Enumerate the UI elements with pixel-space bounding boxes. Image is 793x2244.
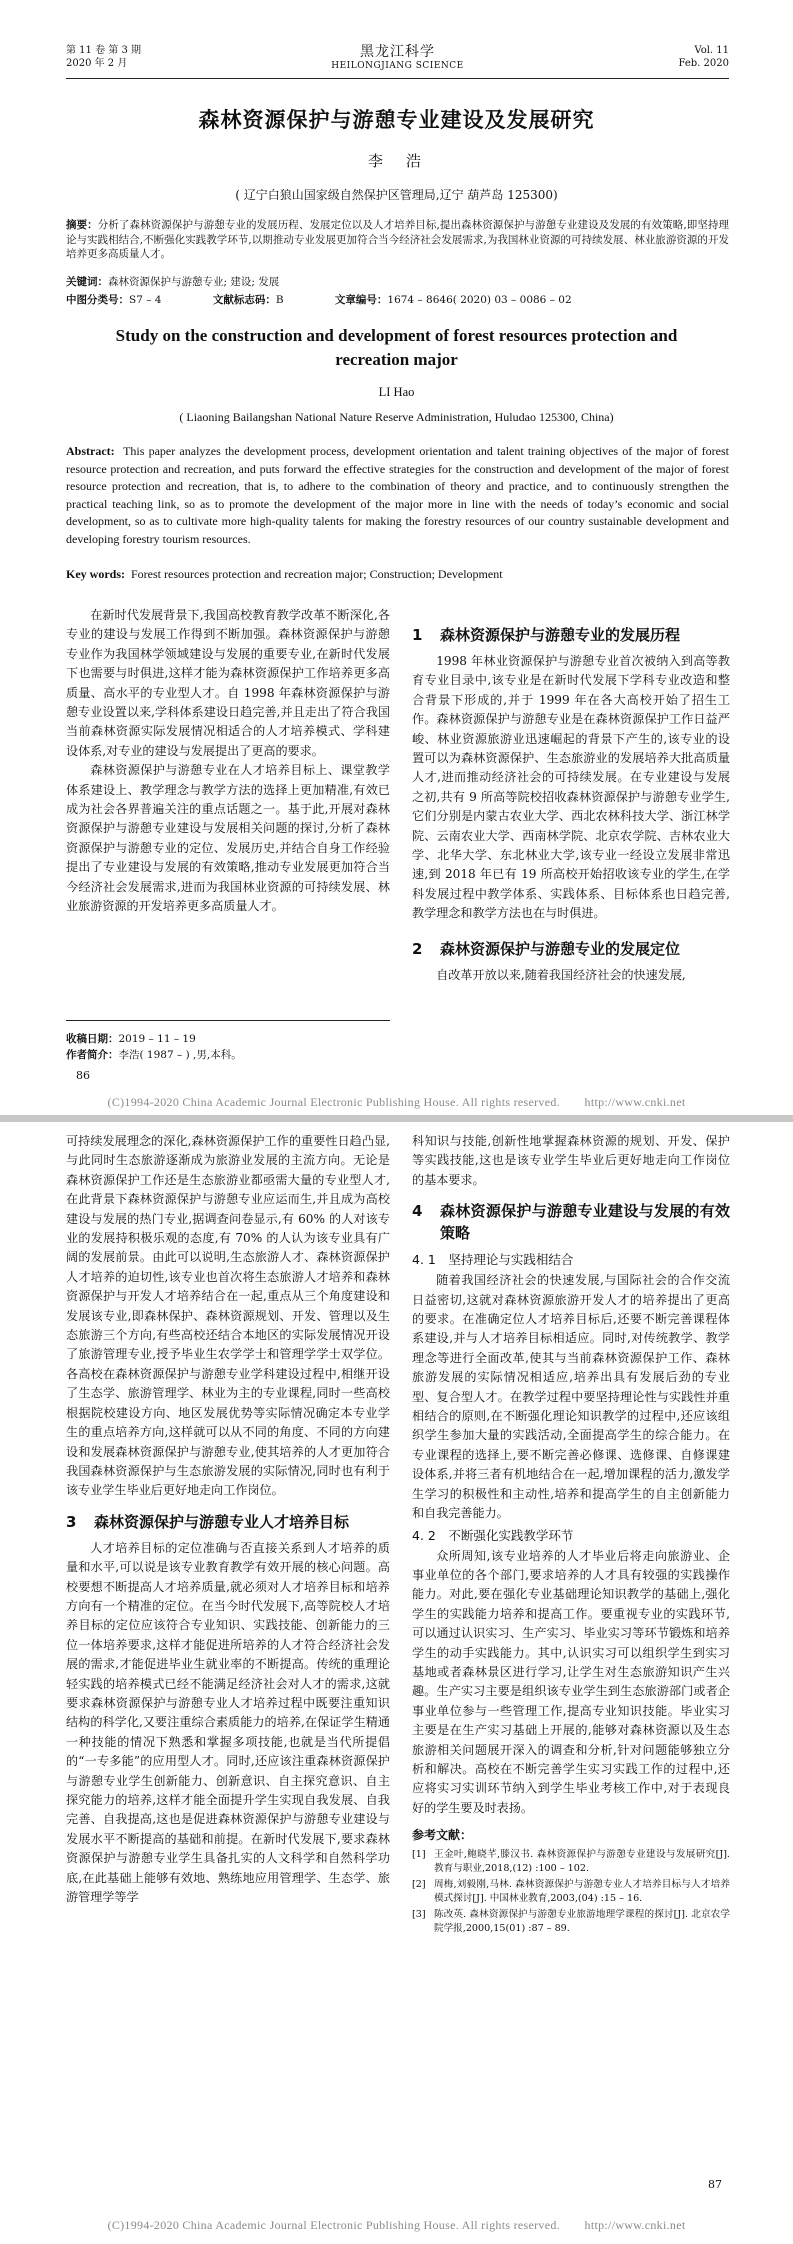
- author-affiliation-en: ( Liaoning Bailangshan National Nature Reserve Administration, Huludao 125300, China): [179, 410, 614, 424]
- classification-line: [66, 293, 729, 307]
- page-87: [0, 1122, 793, 2244]
- abstract-en-text: This paper analyzes the development process, development orientation and talent training objectives of the major of forest resource protection and recreation, and puts forward the effective strategies for the construction and development of the major of forest resource protection and recreation, that is, to adhere to the combination of theory and practice, and to continuously strengthen the practical teaching link, so as to promote the development of the major more in line with the needs of today’s economic and social development, so as to cultivate more high-quality talents for making the forestry resources of our country sustainable development and developing forestry tourism resources.: [66, 444, 730, 546]
- reference-number: [2]: [412, 1879, 426, 1891]
- journal-name-en: HEILONGJIANG SCIENCE: [331, 61, 464, 71]
- section-2-paragraph-cont: 可持续发展理念的深化,森林资源保护工作的重要性日趋凸显,与此同时生态旅游逐渐成为旅游业发展的主流方向。无论是森林资源保护工作还是生态旅游业都亟需大量的专业型人才,在此背景下森林资源保护与游憩专业应运而生,并且成为高校建设与发展的热门专业,据调查问卷显示,有 60% 的人对该专业的发展持积极乐观的态度,有 70% 的人认为该专业具有广阔的发展前景。由此可以说明,生态旅游人才、森林资源保护人才培养的迫切性,该专业也首次将生态旅游人才培养和森林资源保护与开发人才培养结合在一起,重点从三个角度建设和发展该专业,即森林保护、森林资源规划、开发、管理以及生态旅游三个方向,有些高校还结合本地区的实际发展情况开设了旅游管理专业,授予毕业生农学学士和管理学学士双学位。各高校在森林资源保护与游憩专业学科建设过程中,相继开设了生态学、旅游管理学、林业为主的专业课程,同时一些高校根据院校建设方向、地区发展优势等实际情况确定本专业学生的重点培养方向,这样就可以从不同的角度、不同的方向建设和发展森林资源保护与游憩专业,使其培养的人才更加符合我国森林资源保护与生态旅游发展的实际情况,同时也有利于该专业学生毕业后更好地走向工作岗位。: [66, 1134, 390, 1498]
- subsection-4-2-heading: 4. 2 不断强化实践教学环节: [412, 1527, 574, 1543]
- keywords-cn: [66, 275, 729, 289]
- keywords-en-label: Key words:: [66, 567, 125, 581]
- subsection-4-1-heading: 4. 1 坚持理论与实践相结合: [412, 1252, 574, 1268]
- article-number-label: 文章编号：: [334, 294, 388, 306]
- intro-paragraph-1: 在新时代发展背景下,我国高校教育教学改革不断深化,各专业的建设与发展工作得到不断加强。森林资源保护与游憩专业作为我国林学领域建设与发展的重要专业,在新时代发展下也需要与时俱进,这样才能为森林资源保护工作培养更多高质量、高水平的专业型人才。自 1998 年森林资源保护与游憩专业设置以来,学科体系建设日趋完善,并且走出了符合我国当前森林资源实际发展情况相适合的人才培养模式、学科建设体系,对专业的建设与发展提出了更高的要求。: [66, 608, 390, 758]
- author-affiliation: ( 辽宁白狼山国家级自然保护区管理局,辽宁 葫芦岛 125300): [235, 188, 558, 202]
- class-number-label: 中图分类号：: [66, 294, 129, 306]
- bio-value: 李浩( 1987 – ) ,男,本科。: [118, 1049, 242, 1061]
- header-volume-issue: 第 11 卷 第 3 期: [66, 45, 141, 56]
- column-right-p1: [412, 618, 730, 985]
- article-number-value: 1674 – 8646( 2020) 03 – 0086 – 02: [387, 294, 572, 306]
- section-2-heading: [412, 938, 730, 960]
- copyright-watermark: (C)1994-2020 China Academic Journal Electronic Publishing House. All rights reserved. http://www.cnki.net: [107, 2218, 686, 2232]
- paper-title-en: Study on the construction and development of forest resources protection and recreation major: [115, 326, 678, 369]
- reference-number: [1]: [412, 1849, 426, 1861]
- page-number: 86: [76, 1069, 90, 1082]
- abstract-en-label: Abstract:: [66, 444, 115, 458]
- copyright-watermark: (C)1994-2020 China Academic Journal Electronic Publishing House. All rights reserved. http://www.cnki.net: [107, 1095, 686, 1109]
- author-name-en: LI Hao: [378, 385, 415, 399]
- header-vol-en: [678, 44, 729, 70]
- section-3-title: 森林资源保护与游憩专业人才培养目标: [94, 1512, 350, 1531]
- section-1-paragraph: 1998 年林业资源保护与游憩专业首次被纳入到高等教育专业目录中,该专业是在新时代发展下学科专业改造和整合背景下形成的,并于 1999 年在各大高校开始了招生工作。森林资源保护与游憩专业是在森林资源保护工作日益严峻、林业资源旅游业迅速崛起的背景下产生的,该专业的设置可以为森林资源保护、生态旅游业的发展培养大批高质量人才,进而推动经济社会的可持续发展。在专业建设与发展之初,共有 9 所高等院校招收森林资源保护与游憩专业学生,它们分别是内蒙古农业大学、西北农林科技大学、浙江林学院、云南农业大学、西南林学院、北京农学院、吉林农业大学、北华大学、东北林业大学,该专业一经设立发展非常迅速,到 2018 年已有 19 所高校开始招收该专业的学生,在学科发展过程中教学体系、实践体系、目标体系也日趋完善,教学理念和教学方法也在与时俱进。: [412, 654, 730, 921]
- header-date-cn: 2020 年 2 月: [66, 58, 128, 69]
- section-1-number: 1: [412, 626, 423, 644]
- reference-text: 陈改英. 森林资源保护与游憩专业旅游地理学课程的探讨[J]. 北京农学院学报,2000,15(01) :87 – 89.: [434, 1909, 730, 1935]
- section-3-paragraph: 人才培养目标的定位准确与否直接关系到人才培养的质量和水平,可以说是该专业教育教学有效开展的核心问题。高校要想不断提高人才培养质量,就必须对人才培养目标和培养方向有一个精准的定位。在当今时代发展下,高等院校人才培养目标的定位应该符合专业知识、实践技能、创新能力的三位一体培养要求,这样才能促进所培养的人才符合经济社会发展的需求,才能促进毕业生就业率的不断提高。传统的重理论轻实践的培养模式已经不能满足经济社会对人才的需求,这就要求森林资源保护与游憩专业人才培养过程中既要注重知识结构的科学化,又要注重综合素质能力的培养,在保证学生精通一种技能的情况下熟悉和掌握多项技能,也就是当代所提倡的“一专多能”的应用型人才。同时,还应该注重森林资源保护与游憩专业学生创新能力、创新意识、自主探究意识、自主探究能力的培养,这样才能全面提升学生实现自我发展、自我完善、自我提高,这也是促进森林资源保护与游憩专业建设与发展水平不断提高的基础和前提。在新时代发展下,要求森林资源保护与游憩专业学生具备扎实的人文科学和自然科学功底,在此基础上能够有效地、熟练地应用管理学、生态学、旅游管理学等学: [66, 1540, 390, 1905]
- section-3-paragraph-cont: 科知识与技能,创新性地掌握森林资源的规划、开发、保护等实践技能,这也是该专业学生毕业后更好地走向工作岗位的基本要求。: [412, 1134, 730, 1187]
- paper-title: 森林资源保护与游憩专业建设及发展研究: [198, 107, 595, 132]
- intro-paragraph-2: 森林资源保护与游憩专业在人才培养目标上、课堂教学体系建设上、教学理念与教学方法的选择上更加精准,有效已成为社会各界普遍关注的重点话题之一。基于此,开展对森林资源保护与游憩专业建设与发展相关问题的探讨,分析了森林资源保护与游憩专业的定位、发展历史,并结合自身工作经验提出了专业建设与发展的有效策略,推动专业发展更加符合当今经济社会发展需求,进而为我国林业资源的可持续发展、林业旅游资源的开发培养更多高质量人才。: [66, 763, 390, 914]
- section-1-heading: [412, 624, 730, 646]
- footnote: [66, 1020, 390, 1063]
- keywords-en: [66, 566, 729, 582]
- header-date-en: Feb. 2020: [678, 58, 729, 69]
- reference-number: [3]: [412, 1909, 426, 1921]
- keywords-text: 森林资源保护与游憩专业; 建设; 发展: [108, 276, 280, 288]
- section-2-paragraph-start: 自改革开放以来,随着我国经济社会的快速发展,: [436, 967, 686, 982]
- column-left-p1: [66, 606, 390, 917]
- reference-text: 周梅,刘毅刚,马林. 森林资源保护与游憩专业人才培养目标与人才培养模式探讨[J]. 中国林业教育,2003,(04) :15 – 16.: [434, 1879, 730, 1905]
- abstract-cn: [66, 218, 729, 262]
- keywords-label: 关键词：: [66, 276, 108, 288]
- section-3-number: 3: [66, 1512, 77, 1531]
- page-number: 87: [708, 2178, 722, 2191]
- class-number: [66, 294, 185, 306]
- document-code: [213, 294, 308, 306]
- reference-text: 王金叶,鲍晓芊,滕汉书. 森林资源保护与游憩专业建设与发展研究[J]. 教育与职业,2018,(12) :100 – 102.: [434, 1849, 730, 1875]
- received-value: 2019 – 11 – 19: [118, 1033, 196, 1045]
- references-title: 参考文献：: [412, 1828, 473, 1843]
- reference-item: [412, 1878, 730, 1906]
- section-4-number: 4: [412, 1202, 423, 1221]
- journal-name-cn: 黑龙江科学: [360, 44, 435, 60]
- document-code-label: 文献标志码：: [212, 294, 276, 306]
- header-journal: [66, 44, 729, 72]
- section-2-title: 森林资源保护与游憩专业的发展定位: [440, 939, 681, 958]
- section-4-heading: [412, 1200, 730, 1244]
- subsection-4-2-paragraph: 众所周知,该专业培养的人才毕业后将走向旅游业、企事业单位的各个部门,要求培养的人才具有较强的实践操作能力。对此,要在强化专业基础理论知识教学的基础上,强化学生的实践能力培养和提高工作。要重视专业的实践环节,可以通过认识实习、生产实习、毕业实习等环节锻炼和培养学生的动手实践能力。其中,认识实习可以组织学生到实习基地或者森林景区进行学习,让学生对生态旅游知识产生兴趣。生产实习主要是组织该专业学生到生态旅游部门或者企事业单位参与一些管理工作,提高专业知识技能。毕业实习主要是在生产实习基础上开展的,能够对森林资源以及生态旅游相关问题展开深入的调查和分析,针对问题能够独立分析和解决。高校在不断完善学生实习实践工作的过程中,还应将实习实训环节纳入到学生毕业考核工作中,对于表现良好的学生要及时表扬。: [412, 1548, 730, 1815]
- page-86: [0, 0, 793, 1115]
- section-2-number: 2: [412, 939, 423, 958]
- section-4-title: 森林资源保护与游憩专业建设与发展的有效策略: [440, 1202, 730, 1243]
- references: [412, 1828, 730, 1936]
- keywords-en-text: Forest resources protection and recreation major; Construction; Development: [131, 567, 503, 581]
- header-vol: Vol. 11: [694, 45, 729, 56]
- reference-item: [412, 1848, 730, 1876]
- article-number: [335, 294, 596, 306]
- section-1-title: 森林资源保护与游憩专业的发展历程: [440, 626, 681, 644]
- section-3-heading: [66, 1511, 390, 1533]
- subsection-4-1-paragraph: 随着我国经济社会的快速发展,与国际社会的合作交流日益密切,这就对森林资源旅游开发人才的培养提出了更高的要求。在准确定位人才培养目标后,还要不断完善课程体系建设,并与人才培养目标相适应。同时,对传统教学、教学理念等进行全面改革,使其与当前森林资源保护工作、森林旅游发展的实际情况相适应,培养出具有发展后劲的专业型、复合型人才。在教学过程中要坚持理论性与实践性并重相结合的原则,在不断强化理论知识教学的过程中,还应该组织学生参加大量的实践活动,全面提高学生的综合能力。在专业课程的选择上,要不断完善必修课、选修课、自修课建设体系,并将三者有机地结合在一起,增加课程的活力,激发学生学习的积极性和主动性,培养和提高学生的自主创新能力和自我完善能力。: [412, 1273, 730, 1521]
- abstract-en: [66, 443, 729, 548]
- document-code-value: B: [275, 294, 284, 306]
- received-label: 收稿日期：: [66, 1033, 119, 1045]
- column-right-p2: [412, 1132, 730, 1938]
- bio-label: 作者简介：: [66, 1049, 119, 1061]
- abstract-text: 分析了森林资源保护与游憩专业的发展历程、发展定位以及人才培养目标,提出森林资源保护与游憩专业建设及发展的有效策略,即坚持理论与实践相结合,不断强化实践教学环节,以期推动专业发展更加符合当今经济社会发展需求,为我国林业资源的可持续发展、林业旅游资源的开发培养更多高质量人才。: [66, 219, 729, 260]
- received-date: [66, 1031, 390, 1047]
- reference-item: [412, 1908, 730, 1936]
- column-left-p2: [66, 1132, 390, 1907]
- class-number-value: S7 – 4: [129, 294, 162, 306]
- abstract-label: 摘要：: [66, 219, 98, 231]
- running-header: [66, 44, 729, 79]
- author-name: 李 浩: [367, 152, 425, 170]
- author-bio: [66, 1047, 390, 1063]
